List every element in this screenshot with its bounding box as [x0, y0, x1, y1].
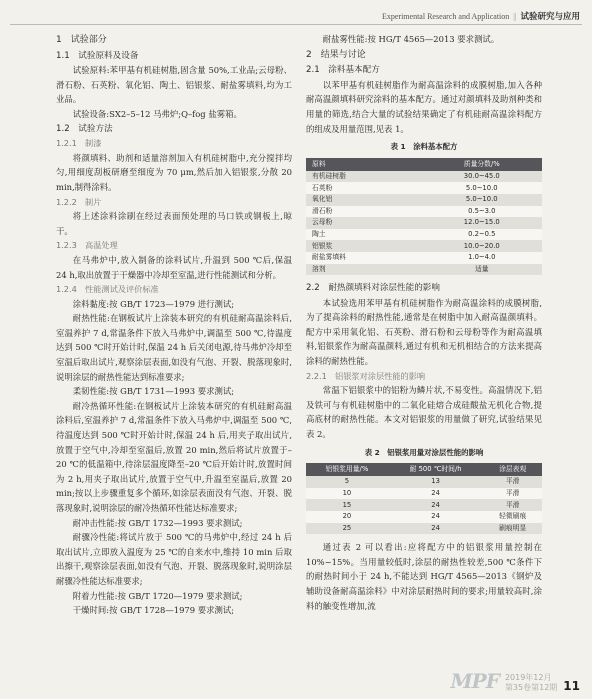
table-cell: 5 [306, 476, 388, 488]
paragraph: 耐冲击性能:按 GB/T 1732—1993 要求测试; [72, 517, 243, 528]
paragraph: 试验设备:SX2–5–12 马弗炉;Q–fog 盐雾箱。 [72, 108, 242, 119]
journal-title-en: Experimental Research and Application [381, 11, 510, 21]
paragraph: 耐冷热循环性能:在钢板试片上涂装本研究的有机硅耐高温涂料后,室温养护 7 d,常温条件下放入马弗炉中,调温至 500 ℃,待温度达到 500 ℃时开始计时,保温 24 h 后,用夹子取出试片,放置于空气中,冷却至室温后,放置 20 min,然后将试片放置于–20 ℃的低温箱中,待涂层温度降至–20 ℃后开始计时,放置时间为 2 h,用夹子取出试片,放置于空气中,升温至室温后,放置 20 min;按以上步骤重复多个循环,如涂层表面没有气泡、开裂、脱落现象时,说明涂层的耐冷热循环性能达标准要求; [56, 400, 292, 513]
table-row [306, 229, 542, 241]
paragraph: 试验原料:苯甲基有机硅树脂,固含量 50%,工业品;云母粉、滑石粉、石英粉、氧化铝、陶土、铝银浆、耐盐雾填料,均为工业品。 [56, 65, 292, 105]
section-heading: 1 试验部分 [56, 35, 107, 45]
paragraph: 附着力性能:按 GB/T 1720—1979 要求测试; [72, 590, 243, 601]
table-cell: 平滑 [483, 476, 542, 488]
table-cell: 5.0~10.0 [422, 182, 543, 194]
running-header [382, 10, 580, 22]
table-cell: 平滑 [483, 499, 542, 511]
table-cell: 25 [306, 523, 388, 535]
subsubsection-heading: 1.2.1 制漆 [56, 138, 102, 149]
table-cell: 24 [388, 523, 484, 535]
paragraph: 常温下铝银浆中的铝粉为鳞片状,不易变性。高温情况下,铝及铁可与有机硅树脂中的二氧化硅熔合成硅酸盐无机化合物,提高底材的耐热性能。本文对铝银浆的用量做了研究,试验结果见表 2。 [306, 385, 542, 440]
table-cell: 平滑 [483, 488, 542, 500]
paragraph: 本试验选用苯甲基有机硅树脂作为耐高温涂料的成膜树脂,为了提高涂料的耐热性能,通常是在树脂中加入耐高温颜填料。配方中采用氧化铝、石英粉、滑石粉和云母粉等作为耐高温填料,铝银浆作为耐高温颜料,通过有机和无机相结合的方法来提高涂料的耐热性能。 [306, 297, 542, 367]
table-cell: 轻微刷痕 [483, 511, 542, 523]
paragraph: 涂料黏度:按 GB/T 1723—1979 进行测试; [72, 298, 235, 309]
column-header: 耐 500 ℃时间/h [388, 463, 484, 476]
formula-table [306, 158, 542, 275]
table-row [306, 252, 542, 264]
table-cell: 氧化铝 [306, 194, 422, 206]
page-footer [451, 669, 580, 693]
table-row [306, 182, 542, 194]
header-separator: || [513, 11, 517, 21]
table-caption: 表 1 涂料基本配方 [390, 142, 458, 152]
table-row [306, 240, 542, 252]
table-cell: 12.0~15.0 [422, 217, 543, 229]
issue-info [505, 673, 557, 693]
paragraph: 将上述涂料涂刷在经过表面预处理的马口铁或钢板上,晾干。 [56, 211, 292, 236]
subsubsection-heading: 2.2.1 铝银浆对涂层性能的影响 [306, 370, 426, 381]
table-row [306, 217, 542, 229]
header-rule [10, 24, 582, 25]
subsubsection-heading: 1.2.2 制片 [56, 196, 102, 207]
table-cell: 适量 [422, 264, 543, 276]
table-cell: 1.0~4.0 [422, 252, 543, 264]
aluminum-paste-table [306, 463, 542, 534]
table-row [306, 171, 542, 183]
table-cell: 0.5~3.0 [422, 206, 543, 218]
table-caption: 表 2 铝银浆用量对涂层性能的影响 [364, 447, 484, 457]
table-row [306, 206, 542, 218]
table-cell: 有机硅树脂 [306, 171, 422, 183]
table-cell: 10 [306, 488, 388, 500]
section-title-cn: 试验研究与应用 [520, 12, 580, 22]
table-cell: 24 [388, 511, 484, 523]
table-row [306, 476, 542, 488]
table-row [306, 264, 542, 276]
left-column [56, 32, 292, 618]
table-cell: 石英粉 [306, 182, 422, 194]
table-cell: 溶剂 [306, 264, 422, 276]
paragraph: 通过表 2 可以看出:应将配方中的铝银浆用量控制在 10%~15%。当用量较低时,涂层的耐热性较差,500 ℃条件下的耐热时间小于 24 h,不能达到 HG/T 4565—2013《钢炉及辅助设备耐高温涂料》中对涂层耐热时间的要求;用量较高时,涂料的触变性增加,流 [306, 542, 542, 611]
paragraph: 耐盐雾性能:按 HG/T 4565—2013 要求测试。 [322, 34, 500, 44]
table-cell: 铝银浆 [306, 240, 422, 252]
column-header: 原料 [306, 158, 422, 171]
column-header: 质量分数/% [422, 158, 543, 171]
table-cell: 20 [306, 511, 388, 523]
table-row [306, 194, 542, 206]
table-cell: 24 [388, 488, 484, 500]
table-header-row [306, 158, 542, 171]
table-cell: 刷痕明显 [483, 523, 542, 535]
table-cell: 30.0~45.0 [422, 171, 543, 183]
section-heading: 2 结果与讨论 [306, 49, 366, 60]
subsection-heading: 2.2 耐热颜填料对涂层性能的影响 [306, 283, 440, 294]
issue-date: 2019年12月 [504, 673, 552, 682]
paragraph: 耐骤冷性能:将试片放于 500 ℃的马弗炉中,经过 24 h 后取出试片,立即放入温度为 25 ℃的自来水中,维持 10 min 后取出擦干,观察涂层表面,如没有气泡、开裂、脱落现象时,说明涂层耐骤冷性能达标准要求; [56, 532, 292, 586]
paragraph: 柔韧性能:按 GB/T 1731—1993 要求测试; [72, 386, 235, 397]
right-column [306, 32, 542, 613]
column-header: 涂层表观 [483, 463, 542, 476]
table-cell: 10.0~20.0 [422, 240, 543, 252]
subsubsection-heading: 1.2.3 高温处理 [56, 240, 118, 251]
table-cell: 陶土 [306, 229, 422, 241]
paragraph: 干燥时间:按 GB/T 1728—1979 要求测试; [72, 605, 235, 616]
journal-logo: MPF [450, 669, 499, 693]
table-row [306, 488, 542, 500]
table-cell: 5.0~10.0 [422, 194, 543, 206]
subsection-heading: 1.2 试验方法 [56, 123, 113, 134]
issue-volume: 第35卷第12期 [504, 683, 558, 692]
table-row [306, 523, 542, 535]
paragraph: 耐热性能:在钢板试片上涂装本研究的有机硅耐高温涂料后,室温养护 7 d,常温条件下放入马弗炉中,调温至 500 ℃,待温度达到 500 ℃时开始计时,保温 24 h 后关闭电源,待马弗炉冷却至室温后取出试片,观察涂层表面,如没有气泡、开裂、脱落现象时,说明涂层的耐热性能达到标准要求; [56, 313, 292, 382]
column-header: 铝银浆用量/% [306, 463, 388, 476]
table-cell: 24 [388, 499, 484, 511]
paragraph: 以苯甲基有机硅树脂作为耐高温涂料的成膜树脂,加入各种耐高温颜填料研究涂料的基本配方。通过对颜填料及助剂种类和用量的筛选,结合大量的试验结果确定了有机硅耐高温涂料配方的组成及用量范围,见表 1。 [306, 79, 542, 134]
page-number: 11 [563, 679, 580, 693]
subsubsection-heading: 1.2.4 性能测试及评价标准 [56, 284, 159, 295]
table-cell: 云母粉 [306, 217, 422, 229]
table-row [306, 499, 542, 511]
table-header-row [306, 463, 542, 476]
table-cell: 13 [388, 476, 484, 488]
table-cell: 0.2~0.5 [422, 229, 543, 241]
paragraph: 将颜填料、助剂和适量溶剂加入有机硅树脂中,充分搅拌均匀,用细度刮板研磨至细度为 70 μm,然后加入铝银浆,分散 20 min,制得涂料。 [56, 152, 292, 192]
table-cell: 15 [306, 499, 388, 511]
paragraph: 在马弗炉中,放入制备的涂料试片,升温到 500 ℃后,保温 24 h,取出放置于干燥器中冷却至室温,进行性能测试和分析。 [56, 254, 292, 280]
table-cell: 耐盐雾填料 [306, 252, 422, 264]
table-row [306, 511, 542, 523]
table-cell: 滑石粉 [306, 206, 422, 218]
subsection-heading: 1.1 试验原料及设备 [56, 50, 139, 61]
subsection-heading: 2.1 涂料基本配方 [306, 65, 380, 76]
